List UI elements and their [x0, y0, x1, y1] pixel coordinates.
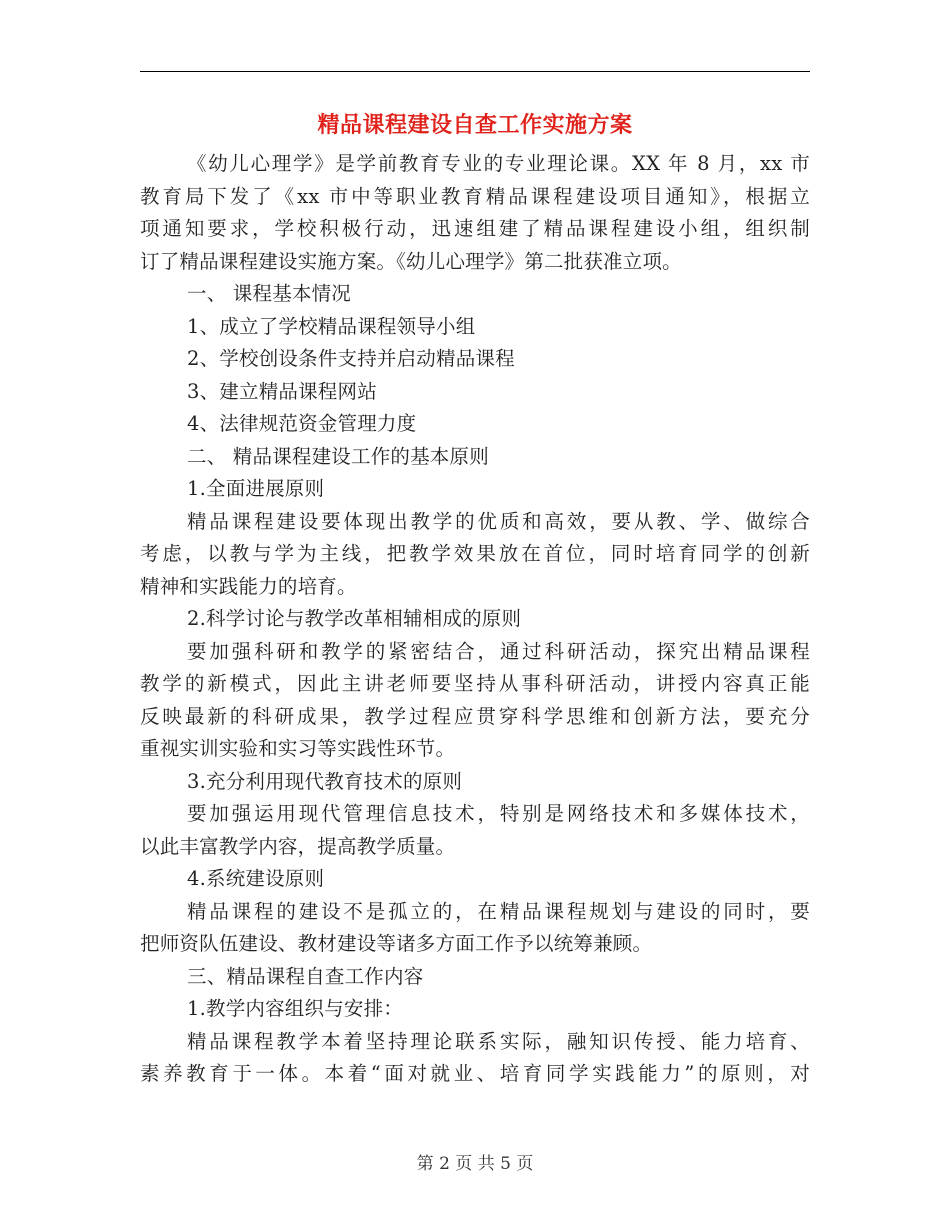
paragraph-line: 4、法律规范资金管理力度 — [187, 412, 417, 435]
page-number: 第 2 页 共 5 页 — [416, 1154, 534, 1174]
paragraph-line: 考虑，以教与学为主线，把教学效果放在首位，同时培育同学的创新 — [140, 542, 810, 565]
paragraph-line: 3、建立精品课程网站 — [187, 379, 377, 403]
paragraph-line: 三、精品课程自查工作内容 — [187, 964, 424, 988]
paragraph-line: 精品课程教学本着坚持理论联系实际，融知识传授、能力培育、 — [187, 1029, 810, 1053]
paragraph-line: 精神和实践能力的培育。 — [140, 574, 357, 598]
paragraph-line: 教学的新模式，因此主讲老师要坚持从事科研活动，讲授内容真正能 — [140, 672, 810, 695]
paragraph-line: 要加强运用现代管理信息技术，特别是网络技术和多媒体技术， — [187, 802, 810, 825]
paragraph-line: 二、 精品课程建设工作的基本原则 — [187, 444, 489, 468]
paragraph-line: 一、 课程基本情况 — [187, 282, 351, 305]
document-title: 精品课程建设自查工作实施方案 — [317, 112, 633, 138]
paragraph-line: 教育局下发了《xx 市中等职业教育精品课程建设项目通知》，根据立 — [140, 184, 810, 208]
paragraph-line: 项通知要求，学校积极行动，迅速组建了精品课程建设小组，组织制 — [140, 217, 810, 240]
document-body — [140, 148, 810, 1091]
header-rule — [140, 71, 810, 72]
paragraph-line: 4.系统建设原则 — [187, 867, 325, 890]
paragraph-line: 《幼儿心理学》是学前教育专业的专业理论课。XX 年 8 月，xx 市 — [187, 152, 810, 175]
paragraph-line: 1.全面进展原则 — [187, 477, 325, 500]
paragraph-line: 1、成立了学校精品课程领导小组 — [187, 314, 476, 338]
paragraph-line: 2.科学讨论与教学改革相辅相成的原则 — [187, 607, 522, 630]
paragraph-line: 2、学校创设条件支持并启动精品课程 — [187, 347, 515, 370]
paragraph-line: 3.充分利用现代教育技术的原则 — [187, 769, 463, 793]
paragraph-line: 精品课程的建设不是孤立的，在精品课程规划与建设的同时，要 — [187, 899, 810, 923]
paragraph-line: 1.教学内容组织与安排： — [187, 997, 404, 1020]
paragraph-line: 素养教育于一体。本着“面对就业、培育同学实践能力”的原则，对 — [140, 1062, 810, 1085]
paragraph-line: 以此丰富教学内容，提高教学质量。 — [140, 834, 456, 858]
paragraph-line: 反映最新的科研成果，教学过程应贯穿科学思维和创新方法，要充分 — [140, 704, 810, 728]
paragraph-line: 重视实训实验和实习等实践性环节。 — [140, 737, 456, 760]
paragraph-line: 要加强科研和教学的紧密结合，通过科研活动，探究出精品课程 — [187, 639, 810, 663]
paragraph-line: 把师资队伍建设、教材建设等诸多方面工作予以统筹兼顾。 — [140, 932, 653, 955]
paragraph-line: 订了精品课程建设实施方案。《幼儿心理学》第二批获准立项。 — [140, 249, 682, 273]
paragraph-line: 精品课程建设要体现出教学的优质和高效，要从教、学、做综合 — [187, 509, 810, 533]
